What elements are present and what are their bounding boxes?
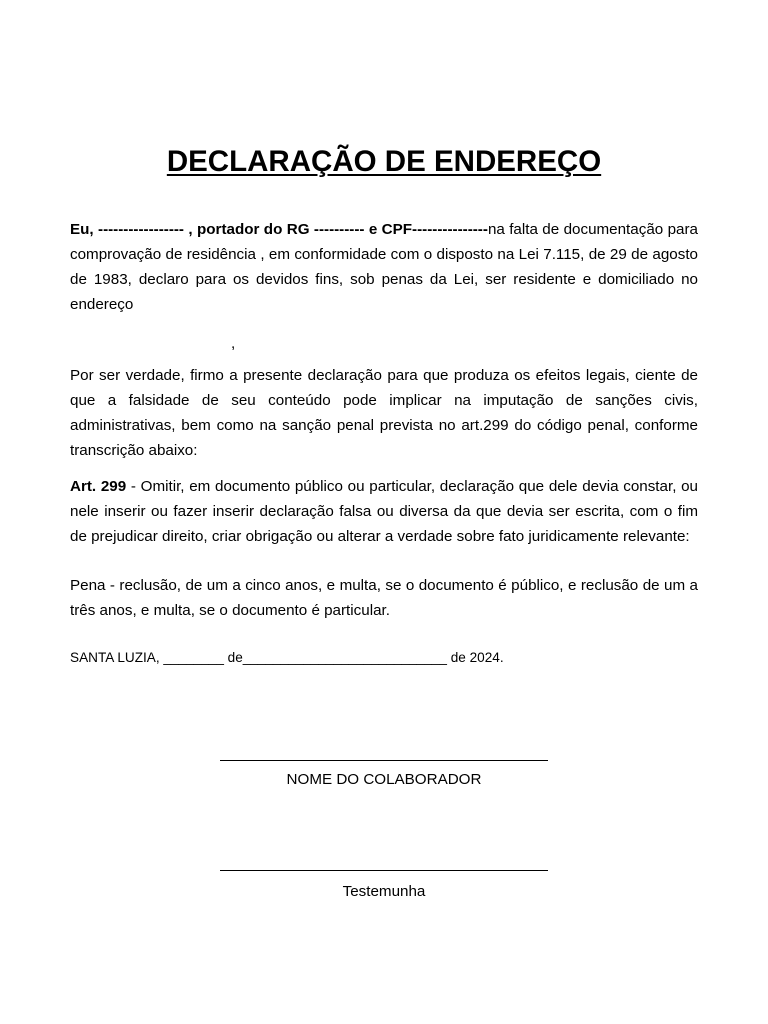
place-date-line: SANTA LUZIA, ________ de___________________________ de 2024. [70,650,504,665]
signature-label-collaborator: NOME DO COLABORADOR [286,771,482,788]
declaration-text: na falta de documentação para comprovação de residência , em conformidade com o disposto na Lei 7.115, de 29 de agosto de 1983, declaro para os devidos fins, sob penas da Lei, ser residente e domiciliado no endereço [70,221,698,313]
article-reference: Art. 299 [70,478,127,495]
address-placeholder: , [231,335,236,352]
declarant-identification: Eu, ----------------- , portador do RG ---------- e CPF--------------- [70,221,488,238]
declaration-paragraph [70,217,698,317]
article-299-paragraph [70,474,698,549]
truth-statement-paragraph: Por ser verdade, firmo a presente declaração para que produza os efeitos legais, ciente de que a falsidade de seu conteúdo pode implicar na imputação de sanções civis, administrativas, bem como na sanção penal prevista no art.299 do código penal, conforme transcrição abaixo: [70,367,698,459]
penalty-paragraph: Pena - reclusão, de um a cinco anos, e multa, se o documento é público, e reclusão de um a três anos, e multa, se o documento é particular. [70,577,698,619]
document-title: DECLARAÇÃO DE ENDEREÇO [166,145,602,178]
signature-label-witness: Testemunha [342,883,426,900]
article-text: - Omitir, em documento público ou particular, declaração que dele devia constar, ou nele inserir ou fazer inserir declaração falsa ou diversa da que devia ser escrita, com o fim de prejudicar direito, criar obrigação ou alterar a verdade sobre fato juridicamente relevante: [70,478,698,545]
signature-line-witness [220,870,548,871]
signature-line-collaborator [220,760,548,761]
